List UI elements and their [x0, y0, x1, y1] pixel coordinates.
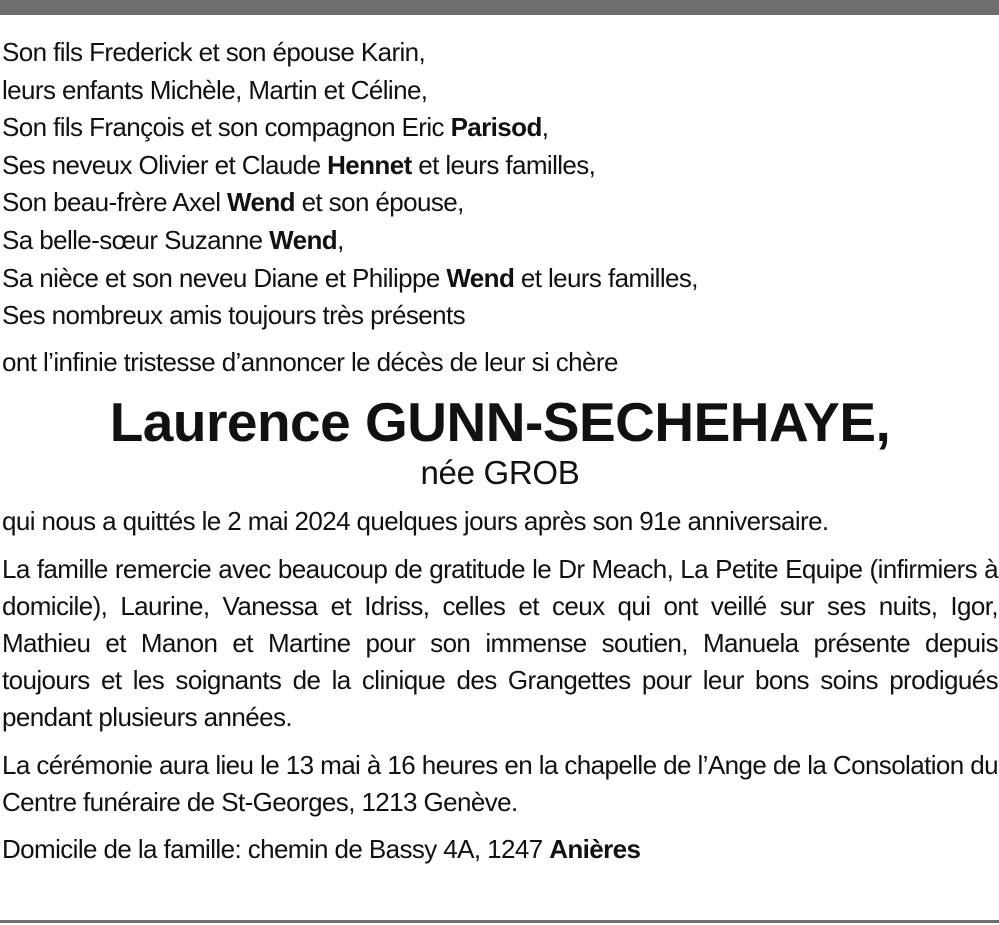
town-name: Anières: [549, 833, 641, 864]
passing-text: qui nous a quittés le 2 mai 2024 quelques jours après son 91e anniversaire.: [2, 506, 829, 537]
family-line: Ses nombreux amis toujours très présents: [2, 300, 465, 331]
obituary-notice: [2, 34, 998, 868]
family-line: leurs enfants Michèle, Martin et Céline,: [2, 74, 428, 105]
deceased-name: Laurence GUNN-SECHEHAYE,: [109, 391, 891, 454]
family-line: Sa nièce et son neveu Diane et Philippe Wend et leurs familles,: [2, 262, 698, 293]
family-line: Ses neveux Olivier et Claude Hennet et leurs familles,: [2, 149, 596, 180]
surname: Parisod: [450, 112, 542, 143]
ceremony-paragraph: La cérémonie aura lieu le 13 mai à 16 heures en la chapelle de l’Ange de la Consolation du Centre funéraire de St-Georges, 1213 Genève.: [2, 749, 998, 817]
surname: Wend: [227, 187, 295, 218]
surname: Wend: [269, 224, 338, 255]
top-divider: [0, 0, 999, 15]
family-line: Son beau-frère Axel Wend et son épouse,: [2, 187, 464, 218]
family-line: Son fils Frederick et son épouse Karin,: [2, 37, 426, 67]
family-list: [2, 34, 998, 335]
birth-name: née GROB: [420, 454, 580, 492]
thanks-paragraph: La famille remercie avec beaucoup de gratitude le Dr Meach, La Petite Equipe (infirmiers à domicile), Laurine, Vanessa et Idriss, celles et ceux qui ont veillé sur ses nuits, Igor, Mathieu et Manon et Martine pour son immense soutien, Manuela présente depuis toujours et les soignants de la clinique des Grangettes pour leur bons soins prodigués pendant plusieurs années.: [2, 553, 998, 733]
surname: Wend: [446, 262, 515, 293]
family-line: Son fils François et son compagnon Eric Parisod,: [2, 112, 549, 143]
bottom-divider: [0, 920, 999, 923]
domicile-line: Domicile de la famille: chemin de Bassy 4A, 1247 Anières: [2, 833, 641, 864]
family-line: Sa belle-sœur Suzanne Wend,: [2, 224, 344, 255]
surname: Hennet: [327, 149, 412, 180]
announcement-text: ont l’infinie tristesse d’annoncer le décès de leur si chère: [2, 346, 618, 377]
